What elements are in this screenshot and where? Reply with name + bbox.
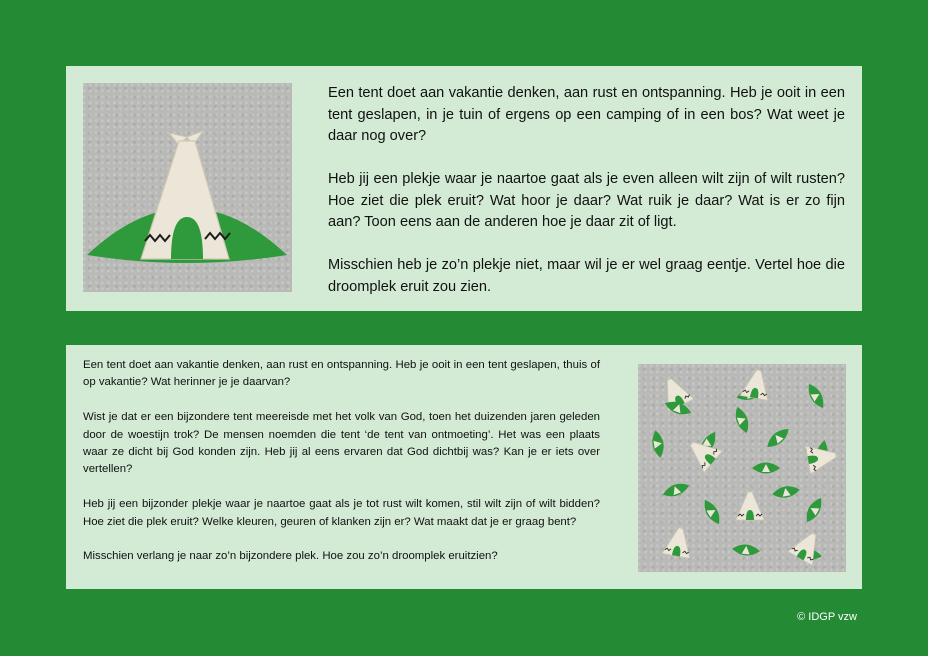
copyright-notice: © IDGP vzw (797, 611, 857, 623)
bottom-paragraph: Wist je dat er een bijzondere tent meereisde met het volk van God, toen het duizenden jaren geleden door de woestijn trok? De mensen noemden die tent ‘de tent van ontmoeting’. Het was een plaats waar ze dicht bij God konden zijn. Heb jij al eens ervaren dat God dichtbij was? Kan je er iets over vertellen? (83, 411, 600, 476)
top-paragraph: Een tent doet aan vakantie denken, aan rust en ontspanning. Heb je ooit in een tent geslapen, in je tuin of ergens op een camping of in een bos? Wat weet je daar nog over? (328, 85, 845, 144)
bottom-card-text (83, 357, 600, 566)
bottom-paragraph: Misschien verlang je naar zo’n bijzondere plek. Hoe zou zo’n droomplek eruitzien? (83, 550, 498, 563)
top-card (66, 66, 862, 311)
bottom-paragraph: Heb jij een bijzonder plekje waar je naartoe gaat als je tot rust wilt komen, stil wilt zijn of wilt bidden? Hoe ziet die plek eruit? Welke kleuren, geuren of klanken zijn er? Wat maakt dat je er graag bent? (83, 498, 600, 528)
top-card-text (328, 83, 845, 298)
bottom-paragraph: Een tent doet aan vakantie denken, aan rust en ontspanning. Heb je ooit in een tent geslapen, thuis of op vakantie? Wat herinner je je daarvan? (83, 359, 600, 389)
top-paragraph: Misschien heb je zo’n plekje niet, maar wil je er wel graag eentje. Vertel hoe die droomplek eruit zou zien. (328, 257, 845, 295)
tent-felt-photo (83, 83, 292, 292)
top-paragraph: Heb jij een plekje waar je naartoe gaat als je even alleen wilt zijn of wilt rusten? Hoe ziet die plek eruit? Wat hoor je daar? Wat ruik je daar? Wat is er zo fijn aan? Toon eens aan de anderen hoe je daar zit of ligt. (328, 171, 845, 230)
felt-pieces-photo (638, 364, 846, 572)
bottom-card (66, 345, 862, 589)
